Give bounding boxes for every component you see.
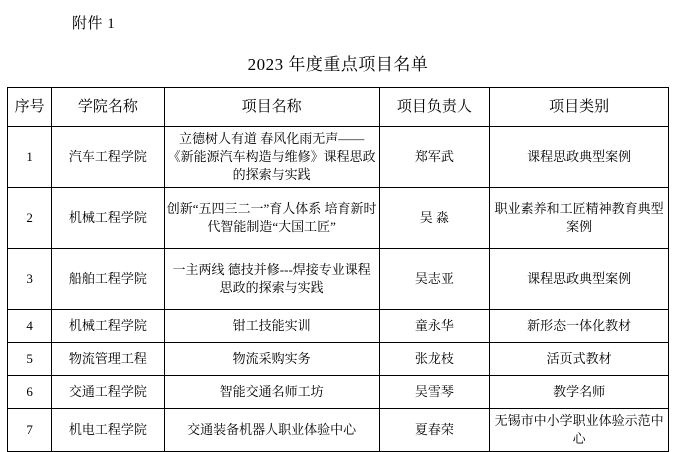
cell-no: 2 xyxy=(8,188,52,249)
cell-project: 创新“五四三二一”育人体系 培育新时代智能制造“大国工匠” xyxy=(164,188,379,249)
column-header-project: 项目名称 xyxy=(164,88,379,127)
cell-project: 一主两线 德技并修---焊接专业课程思政的探索与实践 xyxy=(164,249,379,310)
cell-type: 无锡市中小学职业体验示范中心 xyxy=(490,409,669,452)
table-row xyxy=(8,188,669,249)
cell-owner: 吴志亚 xyxy=(379,249,490,310)
cell-type: 课程思政典型案例 xyxy=(490,249,669,310)
cell-project: 智能交通名师工坊 xyxy=(164,376,379,409)
cell-owner: 郑军武 xyxy=(379,127,490,188)
cell-owner: 吴雪琴 xyxy=(379,376,490,409)
cell-no: 7 xyxy=(8,409,52,452)
cell-college: 机电工程学院 xyxy=(52,409,165,452)
table-row xyxy=(8,249,669,310)
document-page xyxy=(0,14,676,446)
cell-no: 4 xyxy=(8,310,52,343)
cell-owner: 夏春荣 xyxy=(379,409,490,452)
column-header-college: 学院名称 xyxy=(52,88,165,127)
cell-project: 钳工技能实训 xyxy=(164,310,379,343)
cell-type: 课程思政典型案例 xyxy=(490,127,669,188)
cell-owner: 吴 淼 xyxy=(379,188,490,249)
page-title: 2023 年度重点项目名单 xyxy=(247,55,429,74)
column-header-type: 项目类别 xyxy=(490,88,669,127)
table-row xyxy=(8,376,669,409)
table-row xyxy=(8,310,669,343)
cell-project: 交通装备机器人职业体验中心 xyxy=(164,409,379,452)
cell-college: 机械工程学院 xyxy=(52,188,165,249)
column-header-owner: 项目负责人 xyxy=(379,88,490,127)
cell-type: 教学名师 xyxy=(490,376,669,409)
cell-no: 1 xyxy=(8,127,52,188)
cell-no: 6 xyxy=(8,376,52,409)
cell-owner: 张龙枝 xyxy=(379,343,490,376)
table-header-row xyxy=(8,88,669,127)
cell-no: 5 xyxy=(8,343,52,376)
cell-type: 活页式教材 xyxy=(490,343,669,376)
cell-college: 船舶工程学院 xyxy=(52,249,165,310)
cell-college: 物流管理工程 xyxy=(52,343,165,376)
cell-owner: 童永华 xyxy=(379,310,490,343)
cell-project: 立德树人有道 春风化雨无声——《新能源汽车构造与维修》课程思政的探索与实践 xyxy=(164,127,379,188)
cell-college: 汽车工程学院 xyxy=(52,127,165,188)
cell-college: 交通工程学院 xyxy=(52,376,165,409)
cell-type: 新形态一体化教材 xyxy=(490,310,669,343)
table-row xyxy=(8,127,669,188)
table-row xyxy=(8,409,669,452)
cell-no: 3 xyxy=(8,249,52,310)
column-header-no: 序号 xyxy=(8,88,52,127)
cell-type: 职业素养和工匠精神教育典型案例 xyxy=(490,188,669,249)
table-row xyxy=(8,343,669,376)
cell-project: 物流采购实务 xyxy=(164,343,379,376)
attachment-label: 附件 1 xyxy=(72,16,116,32)
project-table xyxy=(7,87,669,452)
cell-college: 机械工程学院 xyxy=(52,310,165,343)
